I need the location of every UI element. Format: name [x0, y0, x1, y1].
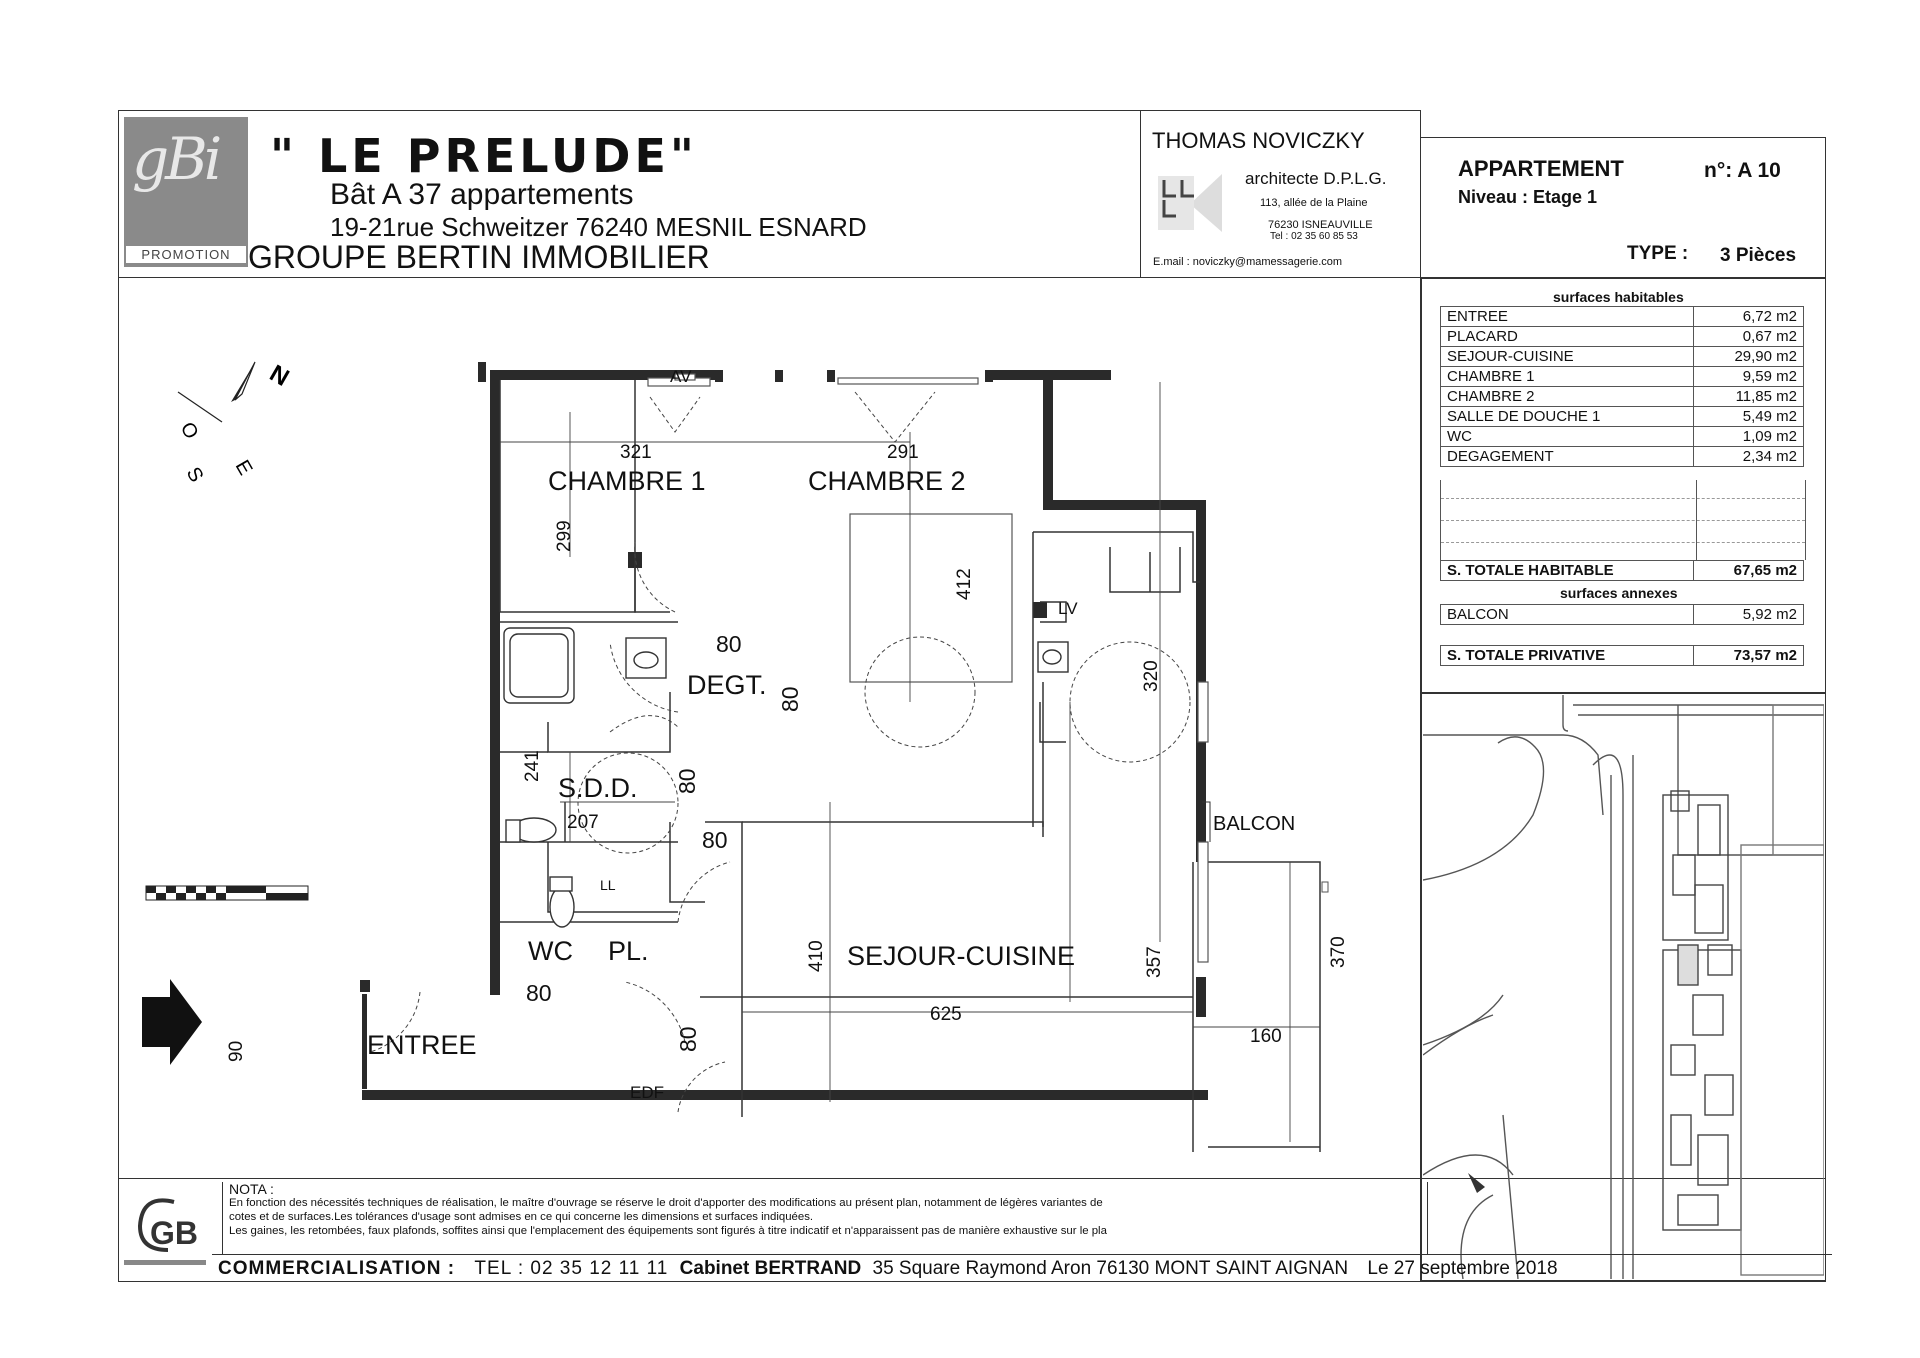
apartment-type-value: 3 Pièces	[1720, 245, 1797, 266]
surface-name: DEGAGEMENT	[1441, 447, 1694, 467]
surface-row	[1441, 327, 1804, 347]
footer-logo	[122, 1184, 208, 1274]
room-sejour: SEJOUR-CUISINE	[847, 941, 1076, 971]
label-av: AV	[670, 367, 692, 386]
room-labels	[367, 367, 1295, 1102]
total-habitable-label: S. TOTALE HABITABLE	[1441, 561, 1694, 581]
surface-row	[1441, 407, 1804, 427]
dim-door-80-chambre: 80	[716, 631, 742, 657]
surface-name: WC	[1441, 427, 1694, 447]
surface-name: SALLE DE DOUCHE 1	[1441, 407, 1694, 427]
room-chambre1: CHAMBRE 1	[548, 466, 706, 496]
total-privative-value: 73,57 m2	[1694, 646, 1804, 666]
surface-value: 2,34 m2	[1694, 447, 1804, 467]
compass	[176, 360, 294, 486]
total-habitable-row	[1440, 560, 1804, 581]
compass-o: O	[175, 418, 203, 443]
surface-name: CHAMBRE 1	[1441, 367, 1694, 387]
room-pl: PL.	[608, 936, 649, 966]
dim-90: 90	[226, 1040, 247, 1062]
windows	[648, 374, 1208, 962]
note-line3: Les gaines, les retombées, faux plafonds, soffites ainsi que l'emplacement des équipements sont figurés à titre indicatif et n'apparaissent pas de manière exhaustive sur le pla	[229, 1225, 1107, 1237]
project-title: " LE PRELUDE"	[270, 129, 698, 183]
compass-e: E	[230, 456, 257, 480]
label-edf: EDF	[630, 1083, 664, 1102]
architect-name: THOMAS NOVICZKY	[1152, 128, 1365, 153]
surface-row	[1441, 367, 1804, 387]
room-entree: ENTREE	[367, 1030, 477, 1060]
dim-357: 357	[1144, 946, 1165, 978]
note-block	[222, 1182, 1428, 1254]
dim-321: 321	[620, 442, 652, 463]
dim-410: 410	[806, 940, 827, 972]
dimension-labels	[226, 442, 1349, 1062]
dim-door-80-wc: 80	[526, 980, 552, 1006]
total-habitable-value: 67,65 m2	[1694, 561, 1804, 581]
dim-160: 160	[1250, 1026, 1282, 1047]
dim-370: 370	[1328, 936, 1349, 968]
site-plan	[1423, 695, 1824, 1279]
logo-text: gBi	[132, 125, 219, 193]
compass-s: S	[181, 463, 208, 487]
commercialisation-cabinet: Cabinet BERTRAND	[679, 1258, 862, 1279]
surface-row	[1441, 447, 1804, 467]
balcon-label: BALCON	[1441, 605, 1694, 625]
surface-value: 0,67 m2	[1694, 327, 1804, 347]
surface-value: 1,09 m2	[1694, 427, 1804, 447]
note-line2: cotes et de surfaces.Les tolérances d'usage sont admises en ce qui concerne les dimensions et surfaces indiquées.	[229, 1211, 814, 1223]
exterior-walls	[360, 362, 1208, 1100]
surfaces-habitables-title: surfaces habitables	[1553, 289, 1684, 305]
total-privative-row	[1440, 645, 1804, 666]
dim-241: 241	[522, 750, 543, 782]
compass-n: N	[265, 359, 294, 392]
surface-row	[1441, 387, 1804, 407]
room-chambre2: CHAMBRE 2	[808, 466, 966, 496]
dim-299: 299	[554, 520, 575, 552]
balcon-row	[1440, 604, 1804, 625]
room-balcon: BALCON	[1213, 813, 1296, 835]
architect-title: architecte D.P.L.G.	[1245, 169, 1387, 188]
surfaces-empty-lines	[1440, 480, 1806, 560]
footer-logo-text: GB	[150, 1215, 198, 1251]
room-sdd: S.D.D.	[558, 773, 638, 803]
dim-625: 625	[930, 1004, 962, 1025]
dim-291: 291	[887, 442, 919, 463]
dim-door-80-sdd: 80	[674, 768, 700, 794]
dim-320: 320	[1141, 660, 1162, 692]
architect-logo	[1156, 170, 1222, 236]
note-line1: En fonction des nécessités techniques de réalisation, le maître d'ouvrage se réserve le droit d'apporter des modifications au présent plan, notamment de légères variantes de	[229, 1197, 1103, 1209]
surface-name: SEJOUR-CUISINE	[1441, 347, 1694, 367]
dim-door-80-entree: 80	[675, 1026, 701, 1052]
apartment-type-label: TYPE :	[1627, 243, 1689, 264]
surface-name: ENTREE	[1441, 307, 1694, 327]
logo-badge: PROMOTION	[126, 246, 246, 263]
architect-address1: 113, allée de la Plaine	[1260, 197, 1368, 209]
floor-plan	[130, 282, 1418, 1176]
surface-name: PLACARD	[1441, 327, 1694, 347]
surface-value: 5,49 m2	[1694, 407, 1804, 427]
surface-value: 11,85 m2	[1694, 387, 1804, 407]
commercialisation-date: Le 27 septembre 2018	[1367, 1258, 1558, 1279]
surface-value: 9,59 m2	[1694, 367, 1804, 387]
dim-door-80-sejour: 80	[702, 827, 728, 853]
building-subtitle: Bât A 37 appartements	[330, 178, 634, 211]
total-privative-label: S. TOTALE PRIVATIVE	[1441, 646, 1694, 666]
surfaces-table	[1440, 306, 1804, 467]
room-degt: DEGT.	[687, 670, 767, 700]
commercialisation-bar	[212, 1254, 1832, 1283]
architect-address2: 76230 ISNEAUVILLE	[1268, 219, 1373, 231]
developer-name: GROUPE BERTIN IMMOBILIER	[248, 239, 710, 275]
label-lv: LV	[1058, 599, 1078, 618]
scale-bar	[146, 886, 308, 900]
room-wc: WC	[528, 936, 573, 966]
entrance-arrow	[142, 979, 202, 1065]
project-address: 19-21rue Schweitzer 76240 MESNIL ESNARD	[330, 212, 867, 242]
gbi-logo	[124, 117, 248, 267]
surface-row	[1441, 427, 1804, 447]
surfaces-annexes-title: surfaces annexes	[1560, 585, 1678, 601]
surface-value: 6,72 m2	[1694, 307, 1804, 327]
apartment-number: n°: A 10	[1704, 159, 1781, 182]
commercialisation-address: 35 Square Raymond Aron 76130 MONT SAINT AIGNAN	[872, 1258, 1349, 1279]
dim-door-80-degt: 80	[777, 686, 803, 712]
architect-phone: Tel : 02 35 60 85 53	[1270, 231, 1358, 242]
dim-412: 412	[954, 568, 975, 600]
surface-name: CHAMBRE 2	[1441, 387, 1694, 407]
apartment-level: Niveau : Etage 1	[1458, 187, 1598, 207]
note-title: NOTA :	[229, 1182, 274, 1197]
surface-row	[1441, 307, 1804, 327]
surface-value: 29,90 m2	[1694, 347, 1804, 367]
dim-207: 207	[567, 812, 599, 833]
label-ll: LL	[600, 877, 616, 893]
bed	[850, 514, 1012, 682]
surface-row	[1441, 347, 1804, 367]
architect-email: E.mail : noviczky@mamessagerie.com	[1153, 256, 1343, 268]
apartment-label: APPARTEMENT	[1458, 156, 1624, 181]
commercialisation-label: COMMERCIALISATION :	[218, 1258, 456, 1279]
commercialisation-tel: TEL : 02 35 12 11 11	[474, 1258, 669, 1279]
balcon-value: 5,92 m2	[1694, 605, 1804, 625]
